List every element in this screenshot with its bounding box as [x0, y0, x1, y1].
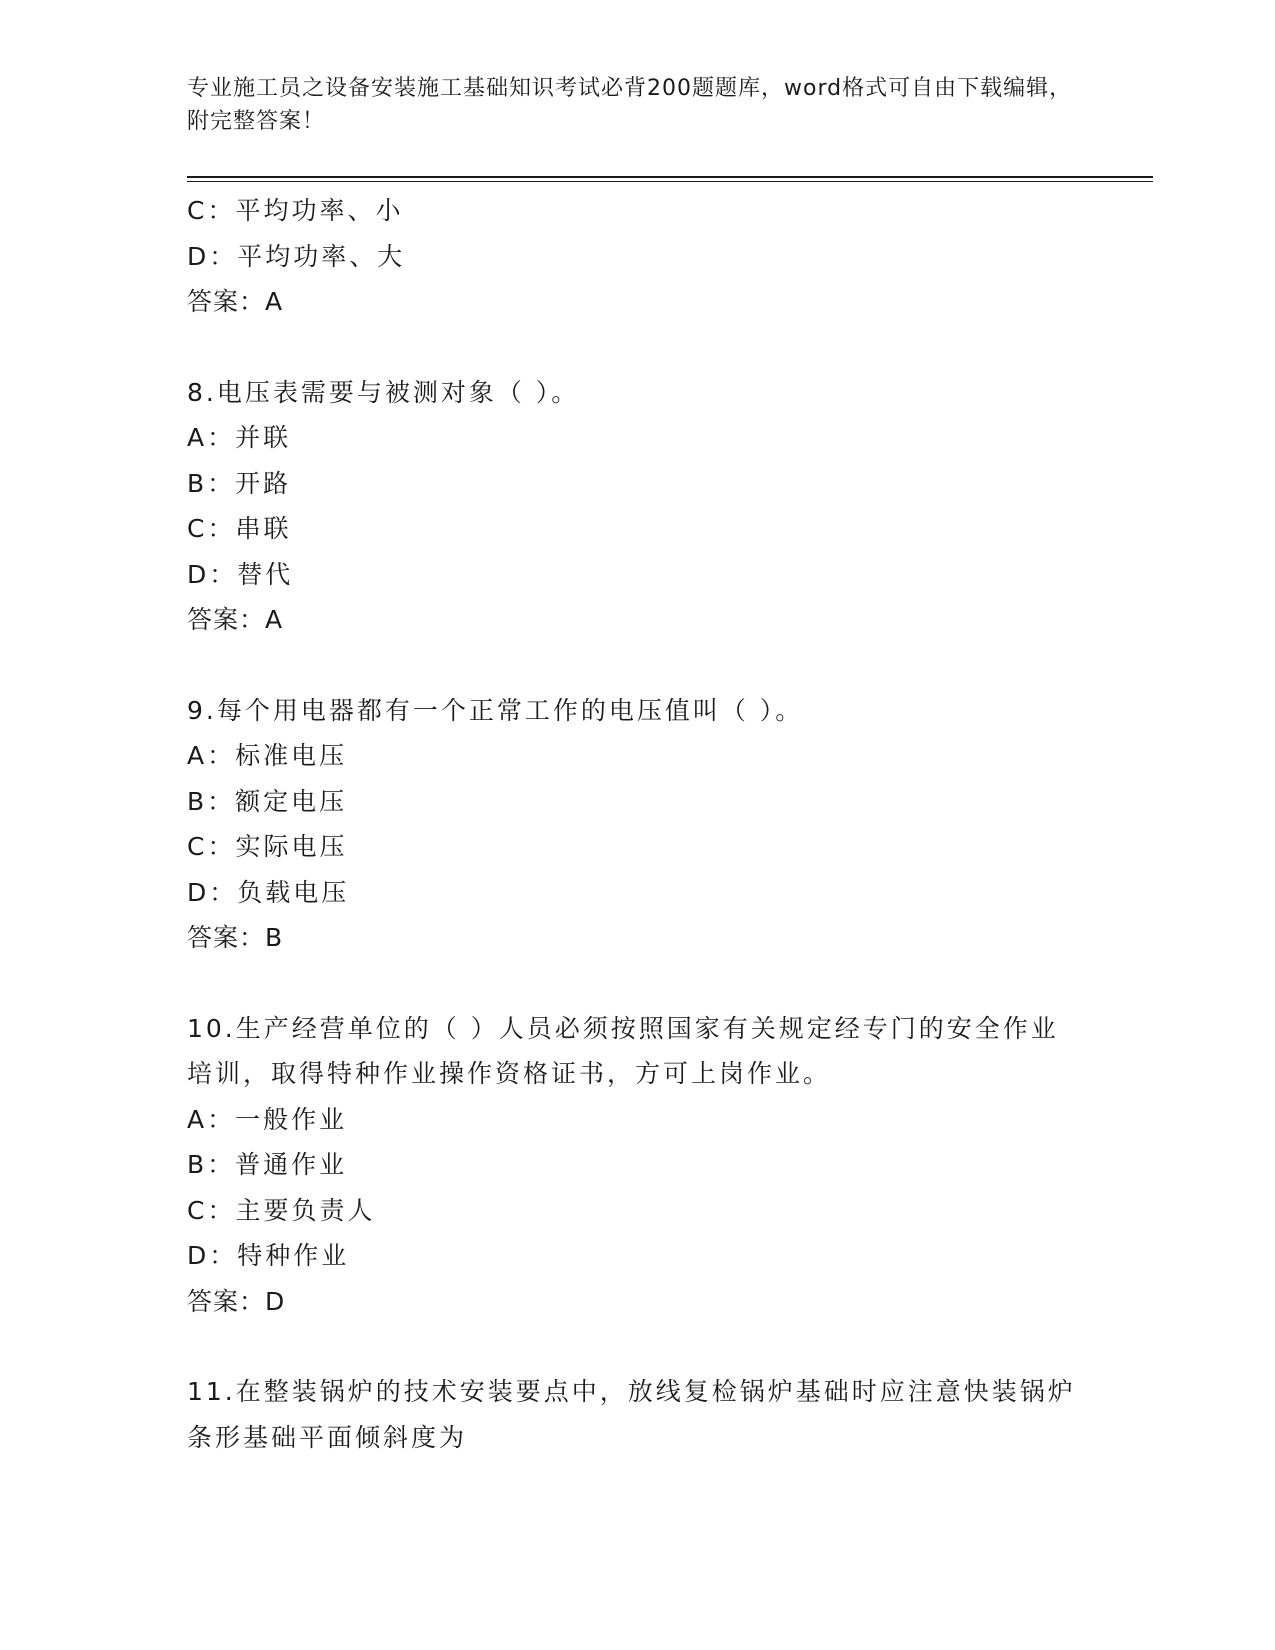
option-line: C：平均功率、小 [187, 196, 404, 225]
option-line: D：平均功率、大 [187, 241, 406, 271]
option-line: C：串联 [187, 514, 292, 543]
option-line: A：并联 [187, 423, 292, 452]
header-divider-thin [187, 181, 1153, 182]
option-line: A：标准电压 [187, 741, 348, 770]
option-line: D：替代 [187, 559, 294, 589]
header-divider [187, 176, 1153, 178]
answer-line: 答案：D [187, 1286, 286, 1316]
option-line: A：一般作业 [187, 1104, 348, 1134]
answer-line: 答案：B [187, 923, 284, 952]
answer-line: 答案：A [187, 605, 284, 634]
question-text: 11.在整装锅炉的技术安装要点中，放线复检锅炉基础时应注意快装锅炉条形基础平面倾斜度为 [187, 1377, 1076, 1452]
option-line: C：实际电压 [187, 832, 348, 861]
document-header: 专业施工员之设备安装施工基础知识考试必背200题题库，word格式可自由下载编辑，附完整答案！ [187, 76, 1073, 134]
option-line: D：负载电压 [187, 877, 350, 907]
question-content [187, 188, 1087, 1460]
answer-line: 答案：A [187, 287, 284, 316]
question-text: 8.电压表需要与被测对象（ ）。 [187, 377, 580, 407]
question-text: 9.每个用电器都有一个正常工作的电压值叫（ ）。 [187, 695, 804, 725]
option-line: B：普通作业 [187, 1150, 348, 1179]
option-line: C：主要负责人 [187, 1195, 376, 1225]
question-text: 10.生产经营单位的（ ）人员必须按照国家有关规定经专门的安全作业培训，取得特种作业操作资格证书，方可上岗作业。 [187, 1013, 1059, 1088]
option-line: D：特种作业 [187, 1241, 350, 1270]
option-line: B：开路 [187, 468, 292, 498]
option-line: B：额定电压 [187, 786, 348, 816]
